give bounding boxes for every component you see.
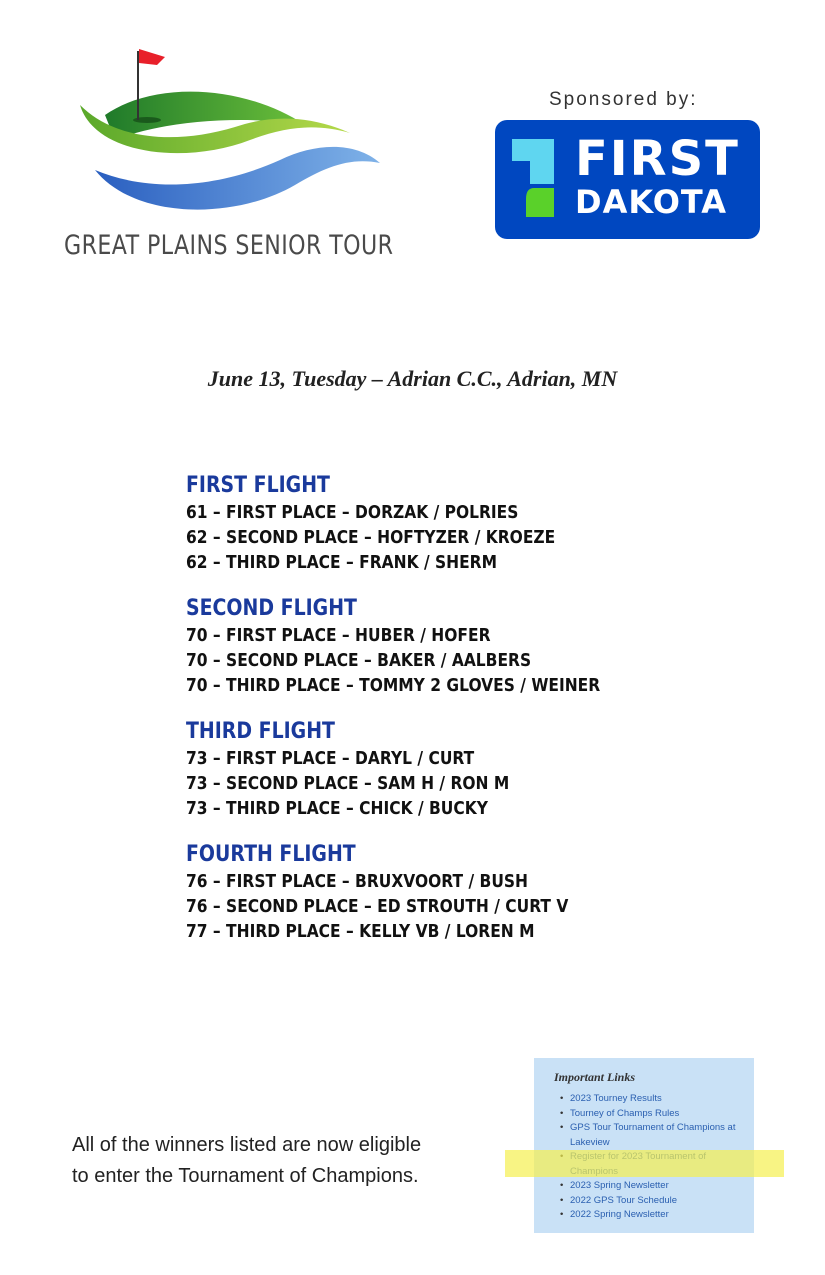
tour-logo: [60, 45, 394, 275]
flight-title: SECOND FLIGHT: [186, 596, 357, 621]
link-tournament-champions-lakeview[interactable]: • GPS Tour Tournament of Champions at Lakeview: [570, 1121, 750, 1150]
sponsor-label: Sponsored by:: [549, 89, 698, 110]
result-row: 76 – SECOND PLACE – ED STROUTH / CURT V: [186, 896, 569, 917]
sponsor-name-line1: FIRST: [575, 131, 740, 187]
link-tourney-champs-rules[interactable]: • Tourney of Champs Rules: [570, 1107, 750, 1122]
result-row: 70 – SECOND PLACE – BAKER / AALBERS: [186, 650, 532, 671]
link-tourney-results[interactable]: • 2023 Tourney Results: [570, 1092, 750, 1107]
flight-title: FOURTH FLIGHT: [186, 842, 356, 867]
flight-results: [186, 472, 668, 964]
result-row: 70 – THIRD PLACE – TOMMY 2 GLOVES / WEINER: [186, 675, 601, 696]
link-spring-newsletter-2023[interactable]: • 2023 Spring Newsletter: [570, 1179, 750, 1194]
flight-third: [186, 718, 668, 821]
register-link-highlight: [505, 1150, 784, 1177]
sponsor-name-line2: DAKOTA: [575, 183, 727, 221]
first-dakota-mark-icon: [512, 139, 562, 217]
flight-title: FIRST FLIGHT: [186, 473, 330, 498]
important-links-panel: [534, 1058, 754, 1233]
result-row: 73 – SECOND PLACE – SAM H / RON M: [186, 773, 510, 794]
flight-title: THIRD FLIGHT: [186, 719, 335, 744]
result-row: 77 – THIRD PLACE – KELLY VB / LOREN M: [186, 921, 535, 942]
golf-green-icon: [75, 45, 385, 225]
result-row: 73 – FIRST PLACE – DARYL / CURT: [186, 748, 475, 769]
result-row: 62 – THIRD PLACE – FRANK / SHERM: [186, 552, 498, 573]
result-row: 73 – THIRD PLACE – CHICK / BUCKY: [186, 798, 488, 819]
event-title: June 13, Tuesday – Adrian C.C., Adrian, MN: [207, 366, 618, 391]
links-title: Important Links: [554, 1070, 636, 1084]
tour-name: GREAT PLAINS SENIOR TOUR: [64, 230, 394, 261]
link-spring-newsletter-2022[interactable]: • 2022 Spring Newsletter: [570, 1208, 750, 1223]
note-line-1: All of the winners listed are now eligible: [72, 1134, 422, 1156]
sponsor-logo: [495, 120, 760, 239]
result-row: 62 – SECOND PLACE – HOFTYZER / KROEZE: [186, 527, 556, 548]
flight-fourth: [186, 841, 668, 944]
note-line-2: to enter the Tournament of Champions.: [72, 1165, 419, 1187]
result-row: 61 – FIRST PLACE – DORZAK / POLRIES: [186, 502, 519, 523]
result-row: 76 – FIRST PLACE – BRUXVOORT / BUSH: [186, 871, 528, 892]
eligibility-note: [72, 1130, 421, 1192]
link-tour-schedule-2022[interactable]: • 2022 GPS Tour Schedule: [570, 1194, 750, 1209]
flight-first: [186, 472, 668, 575]
result-row: 70 – FIRST PLACE – HUBER / HOFER: [186, 625, 491, 646]
flight-second: [186, 595, 668, 698]
